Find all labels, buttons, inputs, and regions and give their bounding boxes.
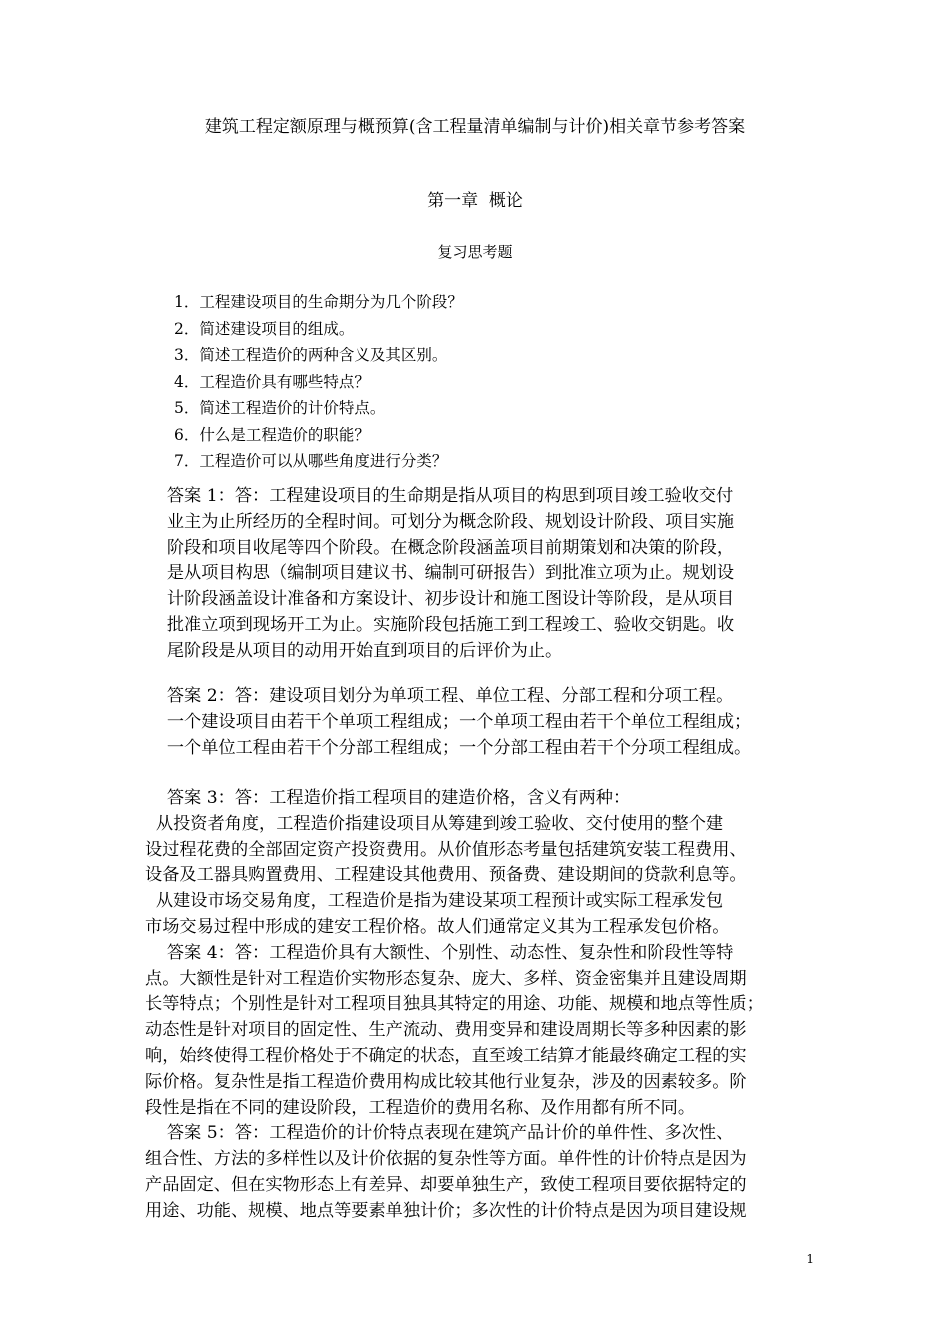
answers-3-to-5-block [145, 786, 805, 1225]
question-item: 3．简述工程造价的两种含义及其区别。 [174, 346, 448, 364]
text-line: 组合性、方法的多样性以及计价依据的复杂性等方面。单件性的计价特点是因为 [145, 1149, 747, 1170]
text-line: 业主为止所经历的全程时间。可划分为概念阶段、规划设计阶段、项目实施 [145, 511, 735, 532]
text-line: 动态性是针对项目的固定性、生产流动、费用变异和建设周期长等多种因素的影 [145, 1020, 747, 1041]
text-line: 答案 5：答：工程造价的计价特点表现在建筑产品计价的单件性、多次性、 [145, 1123, 734, 1144]
text-line: 从投资者角度，工程造价指建设项目从筹建到竣工验收、交付使用的整个建 [145, 813, 724, 834]
answer-1-paragraph [145, 484, 805, 665]
text-line: 答案 4：答：工程造价具有大额性、个别性、动态性、复杂性和阶段性等特 [145, 942, 734, 963]
text-line: 阶段和项目收尾等四个阶段。在概念阶段涵盖项目前期策划和决策的阶段， [145, 537, 735, 558]
text-line: 产品固定、但在实物形态上有差异、却要单独生产，致使工程项目要依据特定的 [145, 1174, 747, 1195]
text-line: 答案 3：答：工程造价指工程项目的建造价格，含义有两种： [145, 788, 631, 808]
text-line: 批准立项到现场开工为止。实施阶段包括施工到工程竣工、验收交钥匙。收 [145, 614, 735, 635]
text-line: 市场交易过程中形成的建安工程价格。故人们通常定义其为工程承发包价格。 [145, 916, 730, 937]
question-list [174, 289, 463, 475]
text-line: 设备及工器具购置费用、工程建设其他费用、预备费、建设期间的贷款利息等。 [145, 865, 747, 886]
text-line: 从建设市场交易角度，工程造价是指为建设某项工程预计或实际工程承发包 [145, 891, 724, 912]
question-item: 1．工程建设项目的生命期分为几个阶段？ [174, 293, 463, 311]
question-item: 2．简述建设项目的组成。 [174, 319, 355, 338]
text-line: 一个单位工程由若干个分部工程组成；一个分部工程由若干个分项工程组成。 [145, 737, 752, 758]
text-line: 点。大额性是针对工程造价实物形态复杂、庞大、多样、资金密集并且建设周期 [145, 968, 747, 989]
document-title: 建筑工程定额原理与概预算(含工程量清单编制与计价)相关章节参考答案 [204, 117, 746, 137]
chapter-heading: 第一章 概论 [427, 191, 523, 211]
text-line: 长等特点；个别性是针对工程项目独具其特定的用途、功能、规模和地点等性质； [145, 994, 764, 1015]
text-line: 计阶段涵盖设计准备和方案设计、初步设计和施工图设计等阶段，是从项目 [145, 589, 735, 610]
text-line: 段性是指在不同的建设阶段，工程造价的费用名称、及作用都有所不同。 [145, 1097, 696, 1118]
question-item: 4．工程造价具有哪些特点？ [174, 372, 370, 391]
text-line: 际价格。复杂性是指工程造价费用构成比较其他行业复杂，涉及的因素较多。阶 [145, 1071, 747, 1092]
text-line: 用途、功能、规模、地点等要素单独计价；多次性的计价特点是因为项目建设规 [145, 1200, 747, 1221]
text-line: 一个建设项目由若干个单项工程组成；一个单项工程由若干个单位工程组成； [145, 711, 752, 732]
section-subheading: 复习思考题 [437, 243, 513, 261]
question-item: 7．工程造价可以从哪些角度进行分类？ [174, 452, 448, 470]
text-line: 答案 1：答：工程建设项目的生命期是指从项目的构思到项目竣工验收交付 [145, 486, 734, 506]
text-line: 设过程花费的全部固定资产投资费用。从价值形态考量包括建筑安装工程费用、 [145, 839, 747, 860]
question-item: 5．简述工程造价的计价特点。 [174, 399, 386, 417]
text-line: 响，始终使得工程价格处于不确定的状态，直至竣工结算才能最终确定工程的实 [145, 1045, 747, 1066]
text-line: 尾阶段是从项目的动用开始直到项目的后评价为止。 [145, 640, 563, 661]
text-line: 是从项目构思（编制项目建议书、编制可研报告）到批准立项为止。规划设 [145, 563, 735, 584]
answer-2-paragraph [145, 684, 805, 761]
question-item: 6．什么是工程造价的职能？ [174, 425, 370, 444]
page-number: 1 [806, 1252, 814, 1266]
text-line: 答案 2：答：建设项目划分为单项工程、单位工程、分部工程和分项工程。 [145, 686, 734, 706]
